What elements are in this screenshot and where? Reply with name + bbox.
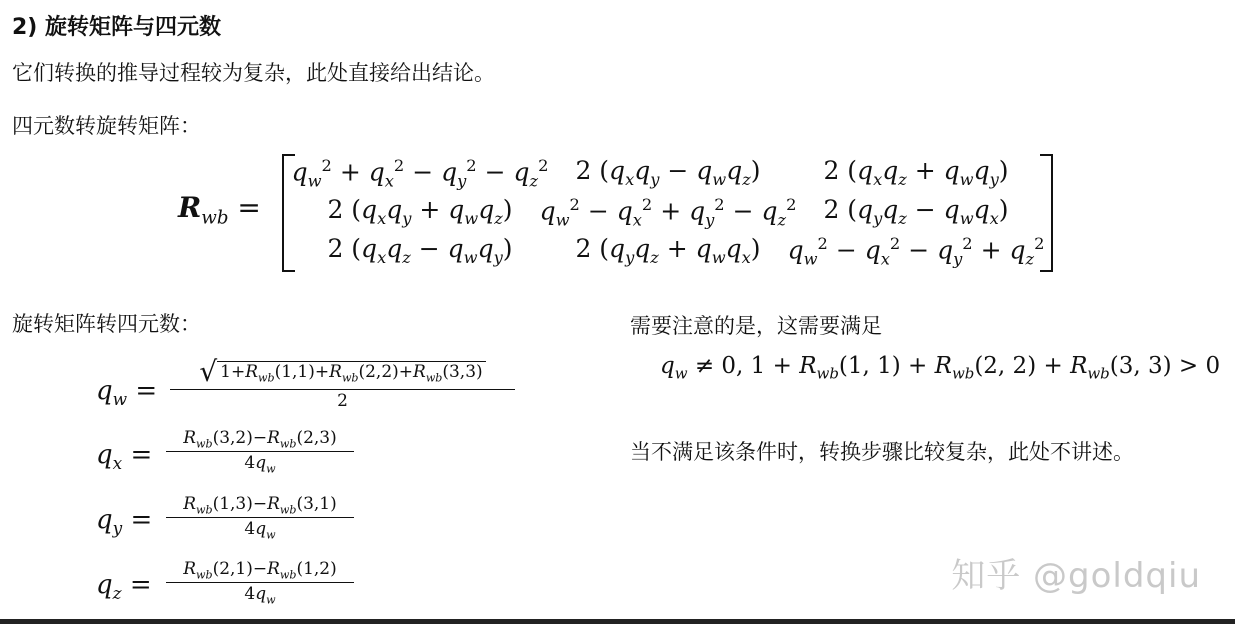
note-remark: 当不满足该条件时，转换步骤比较复杂，此处不讲述。 xyxy=(630,440,1134,464)
rot-to-quat-label: 旋转矩阵转四元数： xyxy=(12,312,201,336)
qz-lhs: $q_z$ = xyxy=(96,570,152,604)
qx-lhs: $q_x$ = xyxy=(96,440,153,474)
zhihu-watermark: 知乎 @goldqiu xyxy=(951,556,1201,596)
rotation-matrix-formula xyxy=(0,0,1235,300)
matrix-cell-r2c1: 2 $(q_xq_y + q_wq_z)$ xyxy=(327,195,513,228)
qy-fraction: $R_{wb}(1,3)-R_{wb}(3,1)$ $4q_w$ xyxy=(166,494,354,542)
qz-fraction: $R_{wb}(2,1)-R_{wb}(1,2)$ $4q_w$ xyxy=(166,559,354,607)
matrix-cell-r3c2: 2 $(q_yq_z + q_wq_x)$ xyxy=(575,234,761,267)
qw-fraction: √ $1+R_{wb}(1,1)+R_{wb}(2,2)+R_{wb}(3,3)$ 2 xyxy=(170,355,515,411)
qy-lhs: $q_y$ = xyxy=(96,505,153,539)
matrix-cell-r3c3: $q_w^2 - q_x^2 - q_y^2 + q_z^2$ xyxy=(787,234,1045,269)
matrix-cell-r3c1: 2 $(q_xq_z - q_wq_y)$ xyxy=(327,234,513,267)
matrix-cell-r2c2: $q_w^2 - q_x^2 + q_y^2 - q_z^2$ xyxy=(539,195,797,230)
matrix-cell-r1c3: 2 $(q_xq_z + q_wq_y)$ xyxy=(823,156,1009,189)
quat-to-rot-label: 四元数转旋转矩阵： xyxy=(12,114,201,138)
qx-fraction: $R_{wb}(3,2)-R_{wb}(2,3)$ $4q_w$ xyxy=(166,428,354,476)
qw-lhs: $q_w$ = xyxy=(96,376,158,410)
matrix-cell-r2c3: 2 $(q_yq_z - q_wq_x)$ xyxy=(823,195,1009,228)
matrix-cell-r1c2: 2 $(q_xq_y - q_wq_z)$ xyxy=(575,156,761,189)
condition-formula: $q_w \ne 0$, $1 + R_{wb}(1$, $1) + R_{wb}(2$, $2) + R_{wb}(3$, 3) > 0 xyxy=(660,353,1221,383)
intro-paragraph: 它们转换的推导过程较为复杂，此处直接给出结论。 xyxy=(12,61,495,85)
section-heading: 2) 旋转矩阵与四元数 xyxy=(12,15,222,40)
bottom-divider xyxy=(0,619,1235,624)
note-label: 需要注意的是，这需要满足 xyxy=(630,314,882,338)
matrix-lhs: $R_{wb}$ = xyxy=(178,191,261,229)
matrix-cell-r1c1: $q_w^2 + q_x^2 - q_y^2 - q_z^2$ xyxy=(291,156,549,191)
